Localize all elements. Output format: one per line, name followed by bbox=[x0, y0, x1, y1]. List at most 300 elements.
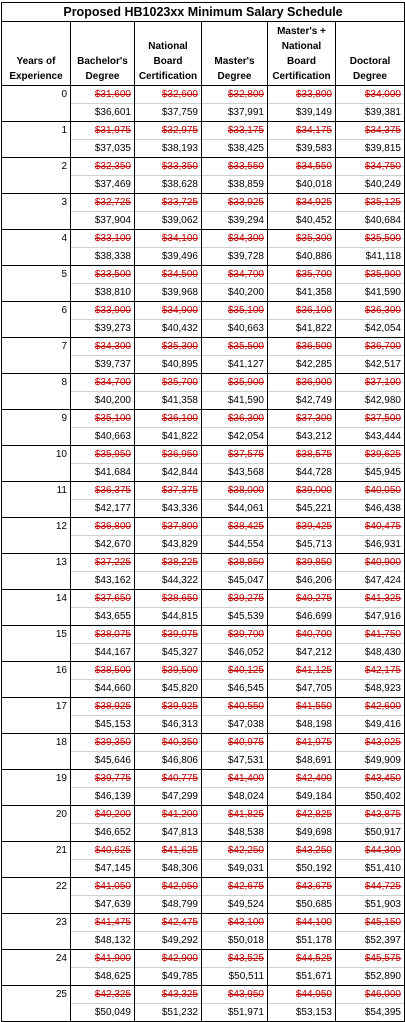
table-row-proposed bbox=[2, 212, 405, 230]
proposed-salary-masters: $40,200 bbox=[202, 284, 268, 302]
current-salary-nbc: $36,950 bbox=[135, 446, 202, 464]
current-salary-nbc: $41,625 bbox=[135, 842, 202, 860]
header-row bbox=[2, 22, 405, 86]
table-row-proposed bbox=[2, 320, 405, 338]
proposed-salary-bachelors: $37,035 bbox=[71, 140, 135, 158]
proposed-salary-doctoral: $40,684 bbox=[336, 212, 405, 230]
proposed-salary-masters-nbc: $39,583 bbox=[268, 140, 336, 158]
current-salary-masters: $34,300 bbox=[202, 230, 268, 248]
current-salary-bachelors: $38,500 bbox=[71, 662, 135, 680]
years-cell-empty bbox=[2, 212, 71, 230]
current-salary-bachelors: $37,225 bbox=[71, 554, 135, 572]
proposed-salary-doctoral: $42,517 bbox=[336, 356, 405, 374]
current-salary-bachelors: $41,050 bbox=[71, 878, 135, 896]
table-row-current bbox=[2, 770, 405, 788]
current-salary-masters: $40,550 bbox=[202, 698, 268, 716]
table-row-proposed bbox=[2, 716, 405, 734]
years-cell: 5 bbox=[2, 266, 71, 284]
years-cell: 2 bbox=[2, 158, 71, 176]
table-row-proposed bbox=[2, 1004, 405, 1022]
header-doctoral-degree bbox=[336, 22, 405, 86]
proposed-salary-nbc: $49,292 bbox=[135, 932, 202, 950]
years-cell-empty bbox=[2, 896, 71, 914]
proposed-salary-masters-nbc: $41,358 bbox=[268, 284, 336, 302]
table-title: Proposed HB1023xx Minimum Salary Schedule bbox=[1, 2, 405, 21]
proposed-salary-masters: $45,539 bbox=[202, 608, 268, 626]
proposed-salary-masters: $46,052 bbox=[202, 644, 268, 662]
table-row-proposed bbox=[2, 572, 405, 590]
years-cell-empty bbox=[2, 284, 71, 302]
table-row-current bbox=[2, 590, 405, 608]
header-line: Degree bbox=[353, 71, 387, 82]
current-salary-masters-nbc: $34,925 bbox=[268, 194, 336, 212]
header-bachelors-degree bbox=[71, 22, 135, 86]
table-row-proposed bbox=[2, 788, 405, 806]
current-salary-nbc: $43,325 bbox=[135, 986, 202, 1004]
current-salary-bachelors: $32,725 bbox=[71, 194, 135, 212]
proposed-salary-nbc: $38,628 bbox=[135, 176, 202, 194]
table-row-proposed bbox=[2, 860, 405, 878]
years-cell-empty bbox=[2, 572, 71, 590]
header-masters-degree bbox=[202, 22, 268, 86]
current-salary-masters: $33,550 bbox=[202, 158, 268, 176]
current-salary-masters-nbc: $39,000 bbox=[268, 482, 336, 500]
proposed-salary-masters: $44,061 bbox=[202, 500, 268, 518]
proposed-salary-bachelors: $37,469 bbox=[71, 176, 135, 194]
current-salary-doctoral: $45,150 bbox=[336, 914, 405, 932]
table-row-proposed bbox=[2, 248, 405, 266]
table-row-current bbox=[2, 86, 405, 104]
proposed-salary-masters-nbc: $48,198 bbox=[268, 716, 336, 734]
current-salary-masters-nbc: $41,550 bbox=[268, 698, 336, 716]
table-row-proposed bbox=[2, 644, 405, 662]
years-cell-empty bbox=[2, 1004, 71, 1022]
proposed-salary-bachelors: $42,177 bbox=[71, 500, 135, 518]
proposed-salary-masters-nbc: $48,691 bbox=[268, 752, 336, 770]
years-cell: 9 bbox=[2, 410, 71, 428]
years-cell-empty bbox=[2, 392, 71, 410]
current-salary-bachelors: $33,100 bbox=[71, 230, 135, 248]
proposed-salary-masters: $38,425 bbox=[202, 140, 268, 158]
current-salary-masters-nbc: $38,575 bbox=[268, 446, 336, 464]
current-salary-doctoral: $40,900 bbox=[336, 554, 405, 572]
years-cell: 7 bbox=[2, 338, 71, 356]
header-line: Master's + bbox=[277, 26, 326, 37]
proposed-salary-bachelors: $43,162 bbox=[71, 572, 135, 590]
proposed-salary-masters-nbc: $42,749 bbox=[268, 392, 336, 410]
current-salary-bachelors: $32,350 bbox=[71, 158, 135, 176]
proposed-salary-masters: $41,127 bbox=[202, 356, 268, 374]
table-row-proposed bbox=[2, 392, 405, 410]
proposed-salary-masters-nbc: $39,149 bbox=[268, 104, 336, 122]
proposed-salary-bachelors: $45,153 bbox=[71, 716, 135, 734]
proposed-salary-masters: $50,511 bbox=[202, 968, 268, 986]
proposed-salary-nbc: $39,968 bbox=[135, 284, 202, 302]
current-salary-masters-nbc: $35,300 bbox=[268, 230, 336, 248]
table-row-current bbox=[2, 698, 405, 716]
table-row-current bbox=[2, 950, 405, 968]
proposed-salary-nbc: $46,806 bbox=[135, 752, 202, 770]
table-row-proposed bbox=[2, 932, 405, 950]
current-salary-masters: $35,900 bbox=[202, 374, 268, 392]
current-salary-masters-nbc: $35,700 bbox=[268, 266, 336, 284]
current-salary-masters: $43,525 bbox=[202, 950, 268, 968]
schedule-body bbox=[2, 86, 405, 1022]
proposed-salary-masters-nbc: $50,192 bbox=[268, 860, 336, 878]
proposed-salary-nbc: $39,062 bbox=[135, 212, 202, 230]
proposed-salary-nbc: $39,496 bbox=[135, 248, 202, 266]
years-cell-empty bbox=[2, 932, 71, 950]
table-row-current bbox=[2, 158, 405, 176]
years-cell-empty bbox=[2, 176, 71, 194]
proposed-salary-masters: $40,663 bbox=[202, 320, 268, 338]
years-cell-empty bbox=[2, 428, 71, 446]
proposed-salary-masters: $39,728 bbox=[202, 248, 268, 266]
proposed-salary-doctoral: $42,054 bbox=[336, 320, 405, 338]
table-row-current bbox=[2, 806, 405, 824]
years-cell-empty bbox=[2, 500, 71, 518]
current-salary-doctoral: $37,500 bbox=[336, 410, 405, 428]
table-row-proposed bbox=[2, 104, 405, 122]
current-salary-doctoral: $37,100 bbox=[336, 374, 405, 392]
years-cell: 17 bbox=[2, 698, 71, 716]
table-row-current bbox=[2, 338, 405, 356]
proposed-salary-masters: $50,018 bbox=[202, 932, 268, 950]
years-cell: 13 bbox=[2, 554, 71, 572]
current-salary-masters-nbc: $42,400 bbox=[268, 770, 336, 788]
current-salary-doctoral: $43,450 bbox=[336, 770, 405, 788]
current-salary-doctoral: $35,125 bbox=[336, 194, 405, 212]
current-salary-nbc: $42,900 bbox=[135, 950, 202, 968]
table-row-proposed bbox=[2, 464, 405, 482]
proposed-salary-bachelors: $45,646 bbox=[71, 752, 135, 770]
proposed-salary-masters-nbc: $51,178 bbox=[268, 932, 336, 950]
proposed-salary-doctoral: $41,590 bbox=[336, 284, 405, 302]
table-row-proposed bbox=[2, 680, 405, 698]
years-cell: 25 bbox=[2, 986, 71, 1004]
proposed-salary-nbc: $40,895 bbox=[135, 356, 202, 374]
proposed-salary-masters-nbc: $49,184 bbox=[268, 788, 336, 806]
current-salary-bachelors: $36,800 bbox=[71, 518, 135, 536]
years-cell: 21 bbox=[2, 842, 71, 860]
header-line: National bbox=[281, 41, 322, 52]
proposed-salary-nbc: $41,822 bbox=[135, 428, 202, 446]
years-cell: 14 bbox=[2, 590, 71, 608]
current-salary-nbc: $42,475 bbox=[135, 914, 202, 932]
current-salary-doctoral: $42,175 bbox=[336, 662, 405, 680]
proposed-salary-doctoral: $50,917 bbox=[336, 824, 405, 842]
proposed-salary-doctoral: $46,931 bbox=[336, 536, 405, 554]
current-salary-doctoral: $40,050 bbox=[336, 482, 405, 500]
current-salary-bachelors: $31,600 bbox=[71, 86, 135, 104]
proposed-salary-bachelors: $38,810 bbox=[71, 284, 135, 302]
table-row-current bbox=[2, 230, 405, 248]
current-salary-nbc: $34,500 bbox=[135, 266, 202, 284]
years-cell: 6 bbox=[2, 302, 71, 320]
current-salary-masters: $36,300 bbox=[202, 410, 268, 428]
proposed-salary-masters: $46,545 bbox=[202, 680, 268, 698]
current-salary-doctoral: $45,575 bbox=[336, 950, 405, 968]
proposed-salary-bachelors: $40,663 bbox=[71, 428, 135, 446]
table-row-current bbox=[2, 194, 405, 212]
table-row-current bbox=[2, 374, 405, 392]
proposed-salary-doctoral: $50,402 bbox=[336, 788, 405, 806]
proposed-salary-nbc: $44,322 bbox=[135, 572, 202, 590]
current-salary-doctoral: $35,900 bbox=[336, 266, 405, 284]
proposed-salary-nbc: $48,799 bbox=[135, 896, 202, 914]
proposed-salary-nbc: $38,193 bbox=[135, 140, 202, 158]
current-salary-bachelors: $36,375 bbox=[71, 482, 135, 500]
current-salary-masters: $39,700 bbox=[202, 626, 268, 644]
header-national-board-certification bbox=[135, 22, 202, 86]
current-salary-masters-nbc: $40,700 bbox=[268, 626, 336, 644]
proposed-salary-bachelors: $40,200 bbox=[71, 392, 135, 410]
proposed-salary-masters-nbc: $51,671 bbox=[268, 968, 336, 986]
table-row-current bbox=[2, 302, 405, 320]
proposed-salary-nbc: $47,813 bbox=[135, 824, 202, 842]
header-masters-plus-nbc bbox=[268, 22, 336, 86]
proposed-salary-nbc: $44,815 bbox=[135, 608, 202, 626]
header-line: Certification bbox=[138, 71, 198, 82]
table-row-current bbox=[2, 986, 405, 1004]
table-row-proposed bbox=[2, 284, 405, 302]
proposed-salary-doctoral: $45,945 bbox=[336, 464, 405, 482]
proposed-salary-doctoral: $52,397 bbox=[336, 932, 405, 950]
current-salary-bachelors: $41,900 bbox=[71, 950, 135, 968]
table-row-current bbox=[2, 554, 405, 572]
proposed-salary-masters-nbc: $47,212 bbox=[268, 644, 336, 662]
years-cell: 4 bbox=[2, 230, 71, 248]
proposed-salary-nbc: $48,306 bbox=[135, 860, 202, 878]
current-salary-bachelors: $40,200 bbox=[71, 806, 135, 824]
current-salary-masters-nbc: $44,950 bbox=[268, 986, 336, 1004]
proposed-salary-nbc: $45,820 bbox=[135, 680, 202, 698]
current-salary-masters-nbc: $36,500 bbox=[268, 338, 336, 356]
proposed-salary-bachelors: $46,139 bbox=[71, 788, 135, 806]
current-salary-masters-nbc: $36,100 bbox=[268, 302, 336, 320]
years-cell: 0 bbox=[2, 86, 71, 104]
current-salary-doctoral: $34,000 bbox=[336, 86, 405, 104]
current-salary-masters: $42,675 bbox=[202, 878, 268, 896]
header-line: Board bbox=[287, 56, 316, 67]
proposed-salary-masters: $41,590 bbox=[202, 392, 268, 410]
proposed-salary-nbc: $51,232 bbox=[135, 1004, 202, 1022]
proposed-salary-bachelors: $46,652 bbox=[71, 824, 135, 842]
proposed-salary-bachelors: $41,684 bbox=[71, 464, 135, 482]
proposed-salary-masters: $38,859 bbox=[202, 176, 268, 194]
proposed-salary-nbc: $43,829 bbox=[135, 536, 202, 554]
current-salary-bachelors: $39,350 bbox=[71, 734, 135, 752]
current-salary-masters-nbc: $33,800 bbox=[268, 86, 336, 104]
years-cell: 3 bbox=[2, 194, 71, 212]
current-salary-masters-nbc: $40,275 bbox=[268, 590, 336, 608]
current-salary-doctoral: $41,325 bbox=[336, 590, 405, 608]
proposed-salary-masters-nbc: $40,018 bbox=[268, 176, 336, 194]
current-salary-masters-nbc: $34,550 bbox=[268, 158, 336, 176]
proposed-salary-masters: $48,024 bbox=[202, 788, 268, 806]
years-cell: 11 bbox=[2, 482, 71, 500]
proposed-salary-masters-nbc: $47,705 bbox=[268, 680, 336, 698]
proposed-salary-bachelors: $48,132 bbox=[71, 932, 135, 950]
proposed-salary-masters: $51,971 bbox=[202, 1004, 268, 1022]
proposed-salary-bachelors: $39,737 bbox=[71, 356, 135, 374]
years-cell-empty bbox=[2, 320, 71, 338]
current-salary-masters: $35,100 bbox=[202, 302, 268, 320]
current-salary-nbc: $35,300 bbox=[135, 338, 202, 356]
current-salary-nbc: $33,725 bbox=[135, 194, 202, 212]
current-salary-masters: $37,575 bbox=[202, 446, 268, 464]
proposed-salary-doctoral: $48,430 bbox=[336, 644, 405, 662]
years-cell-empty bbox=[2, 644, 71, 662]
current-salary-bachelors: $35,100 bbox=[71, 410, 135, 428]
table-row-proposed bbox=[2, 752, 405, 770]
current-salary-bachelors: $39,775 bbox=[71, 770, 135, 788]
current-salary-nbc: $39,500 bbox=[135, 662, 202, 680]
years-cell-empty bbox=[2, 104, 71, 122]
proposed-salary-bachelors: $47,145 bbox=[71, 860, 135, 878]
current-salary-nbc: $40,350 bbox=[135, 734, 202, 752]
proposed-salary-masters-nbc: $44,728 bbox=[268, 464, 336, 482]
years-cell-empty bbox=[2, 860, 71, 878]
proposed-salary-bachelors: $39,273 bbox=[71, 320, 135, 338]
current-salary-nbc: $37,375 bbox=[135, 482, 202, 500]
current-salary-nbc: $38,225 bbox=[135, 554, 202, 572]
current-salary-masters: $38,000 bbox=[202, 482, 268, 500]
current-salary-nbc: $37,800 bbox=[135, 518, 202, 536]
header-line: Bachelor's bbox=[77, 56, 128, 67]
years-cell: 12 bbox=[2, 518, 71, 536]
current-salary-masters: $43,950 bbox=[202, 986, 268, 1004]
table-row-proposed bbox=[2, 536, 405, 554]
proposed-salary-bachelors: $48,625 bbox=[71, 968, 135, 986]
current-salary-doctoral: $43,025 bbox=[336, 734, 405, 752]
current-salary-nbc: $40,775 bbox=[135, 770, 202, 788]
proposed-salary-masters-nbc: $49,698 bbox=[268, 824, 336, 842]
proposed-salary-doctoral: $39,381 bbox=[336, 104, 405, 122]
proposed-salary-masters: $47,038 bbox=[202, 716, 268, 734]
proposed-salary-doctoral: $42,980 bbox=[336, 392, 405, 410]
current-salary-masters: $38,425 bbox=[202, 518, 268, 536]
years-cell: 8 bbox=[2, 374, 71, 392]
table-row-current bbox=[2, 626, 405, 644]
years-cell-empty bbox=[2, 824, 71, 842]
current-salary-masters: $39,275 bbox=[202, 590, 268, 608]
proposed-salary-masters-nbc: $46,699 bbox=[268, 608, 336, 626]
header-years-of-experience bbox=[2, 22, 71, 86]
current-salary-doctoral: $44,725 bbox=[336, 878, 405, 896]
current-salary-doctoral: $43,875 bbox=[336, 806, 405, 824]
proposed-salary-nbc: $45,327 bbox=[135, 644, 202, 662]
current-salary-bachelors: $38,925 bbox=[71, 698, 135, 716]
current-salary-bachelors: $33,500 bbox=[71, 266, 135, 284]
current-salary-doctoral: $40,475 bbox=[336, 518, 405, 536]
years-cell: 16 bbox=[2, 662, 71, 680]
current-salary-doctoral: $36,700 bbox=[336, 338, 405, 356]
proposed-salary-nbc: $49,785 bbox=[135, 968, 202, 986]
table-row-current bbox=[2, 662, 405, 680]
current-salary-bachelors: $33,900 bbox=[71, 302, 135, 320]
header-line: Doctoral bbox=[349, 56, 391, 67]
current-salary-masters: $42,250 bbox=[202, 842, 268, 860]
proposed-salary-nbc: $42,844 bbox=[135, 464, 202, 482]
years-cell: 10 bbox=[2, 446, 71, 464]
current-salary-nbc: $34,900 bbox=[135, 302, 202, 320]
current-salary-masters-nbc: $43,250 bbox=[268, 842, 336, 860]
years-cell-empty bbox=[2, 752, 71, 770]
proposed-salary-doctoral: $47,916 bbox=[336, 608, 405, 626]
current-salary-nbc: $39,925 bbox=[135, 698, 202, 716]
proposed-salary-doctoral: $40,249 bbox=[336, 176, 405, 194]
proposed-salary-nbc: $41,358 bbox=[135, 392, 202, 410]
current-salary-masters-nbc: $39,850 bbox=[268, 554, 336, 572]
header-line: Years of bbox=[16, 56, 56, 67]
current-salary-nbc: $32,975 bbox=[135, 122, 202, 140]
proposed-salary-nbc: $46,313 bbox=[135, 716, 202, 734]
current-salary-nbc: $33,350 bbox=[135, 158, 202, 176]
table-row-proposed bbox=[2, 896, 405, 914]
current-salary-nbc: $32,600 bbox=[135, 86, 202, 104]
proposed-salary-masters: $49,524 bbox=[202, 896, 268, 914]
current-salary-masters: $33,925 bbox=[202, 194, 268, 212]
current-salary-doctoral: $39,625 bbox=[336, 446, 405, 464]
header-line: Master's bbox=[214, 56, 255, 67]
table-row-proposed bbox=[2, 968, 405, 986]
proposed-salary-masters: $45,047 bbox=[202, 572, 268, 590]
proposed-salary-nbc: $47,299 bbox=[135, 788, 202, 806]
current-salary-nbc: $41,200 bbox=[135, 806, 202, 824]
current-salary-bachelors: $35,950 bbox=[71, 446, 135, 464]
current-salary-nbc: $38,650 bbox=[135, 590, 202, 608]
table-row-current bbox=[2, 482, 405, 500]
proposed-salary-doctoral: $41,118 bbox=[336, 248, 405, 266]
proposed-salary-bachelors: $50,049 bbox=[71, 1004, 135, 1022]
current-salary-masters: $38,850 bbox=[202, 554, 268, 572]
current-salary-bachelors: $38,075 bbox=[71, 626, 135, 644]
proposed-salary-masters-nbc: $42,285 bbox=[268, 356, 336, 374]
current-salary-masters-nbc: $44,100 bbox=[268, 914, 336, 932]
current-salary-masters: $43,100 bbox=[202, 914, 268, 932]
proposed-salary-masters-nbc: $53,153 bbox=[268, 1004, 336, 1022]
table-row-proposed bbox=[2, 608, 405, 626]
proposed-salary-doctoral: $49,416 bbox=[336, 716, 405, 734]
proposed-salary-doctoral: $49,909 bbox=[336, 752, 405, 770]
years-cell-empty bbox=[2, 248, 71, 266]
proposed-salary-doctoral: $48,923 bbox=[336, 680, 405, 698]
proposed-salary-nbc: $40,432 bbox=[135, 320, 202, 338]
table-row-proposed bbox=[2, 140, 405, 158]
current-salary-bachelors: $42,325 bbox=[71, 986, 135, 1004]
current-salary-doctoral: $42,600 bbox=[336, 698, 405, 716]
table-row-proposed bbox=[2, 356, 405, 374]
proposed-salary-nbc: $43,336 bbox=[135, 500, 202, 518]
proposed-salary-bachelors: $36,601 bbox=[71, 104, 135, 122]
current-salary-doctoral: $35,500 bbox=[336, 230, 405, 248]
proposed-salary-doctoral: $52,890 bbox=[336, 968, 405, 986]
current-salary-nbc: $39,075 bbox=[135, 626, 202, 644]
proposed-salary-bachelors: $38,338 bbox=[71, 248, 135, 266]
years-cell: 15 bbox=[2, 626, 71, 644]
proposed-salary-doctoral: $51,903 bbox=[336, 896, 405, 914]
table-row-proposed bbox=[2, 428, 405, 446]
proposed-salary-doctoral: $39,815 bbox=[336, 140, 405, 158]
header-line: Experience bbox=[9, 71, 63, 82]
years-cell: 19 bbox=[2, 770, 71, 788]
proposed-salary-doctoral: $43,444 bbox=[336, 428, 405, 446]
current-salary-masters: $34,700 bbox=[202, 266, 268, 284]
proposed-salary-bachelors: $42,670 bbox=[71, 536, 135, 554]
years-cell-empty bbox=[2, 680, 71, 698]
table-row-current bbox=[2, 410, 405, 428]
